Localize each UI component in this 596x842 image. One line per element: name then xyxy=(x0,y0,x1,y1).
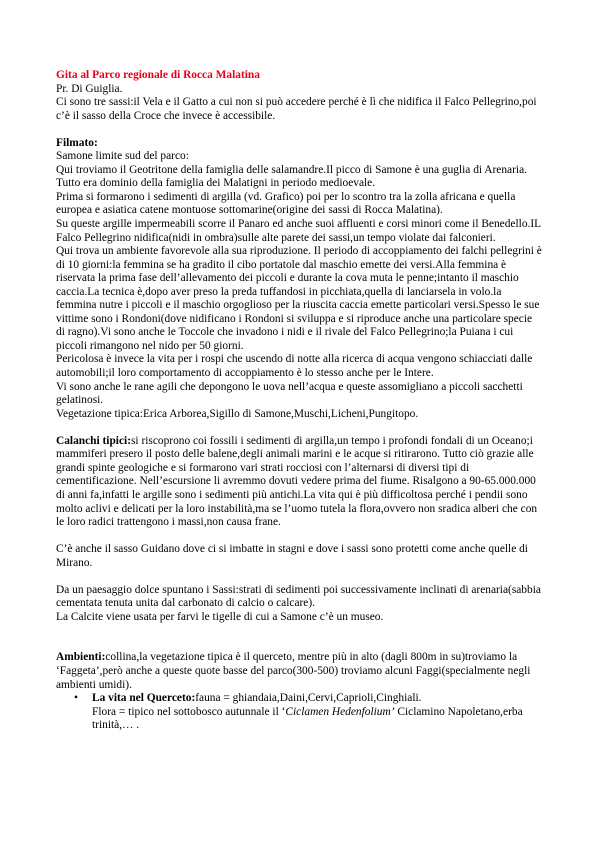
filmato-line: Vegetazione tipica:Erica Arborea,Sigillo di Samone,Muschi,Licheni,Pungitopo. xyxy=(56,407,419,420)
flora-prefix: Flora = tipico nel sottobosco autunnale il ‘ xyxy=(92,705,286,718)
filmato-line: Qui troviamo il Geotritone della famiglia delle salamandre.Il picco di Samone è una guglia di Arenaria. xyxy=(56,163,527,176)
filmato-line: Prima si formarono i sedimenti di argilla (vd. Grafico) poi per lo scontro tra la zolla africana e quella europea e asiatica catene montuose sottomarine(origine dei sassi di Rocca Malatina). xyxy=(56,190,516,217)
document-body xyxy=(56,69,542,733)
flora-suffix: Ciclamino Napoletano,erba trinità,… . xyxy=(92,705,523,732)
filmato-line: Su queste argille impermeabili scorre il Panaro ed anche suoi affluenti e corsi minori come il Benedello.IL Falco Pellegrino nidifica(nidi in ombra)sulle alte parete dei sassi,un tempo violate dai falconieri. xyxy=(56,218,541,244)
flora-line xyxy=(56,706,542,733)
ambienti-heading: Ambienti: xyxy=(56,651,106,664)
filmato-line: Vi sono anche le rane agili che depongono le uova nell’acqua e queste assomigliano a piccoli sacchetti gelatinosi. xyxy=(56,380,523,407)
querceto-heading: La vita nel Querceto: xyxy=(92,692,196,705)
calanchi-paragraph xyxy=(56,435,542,530)
paesaggio-line: Da un paesaggio dolce spuntano i Sassi:strati di sedimenti poi successivamente inclinati di arenaria(sabbia cementata tenuta unita dal carbonato di calcio o calcare). xyxy=(56,583,541,610)
querceto-fauna: fauna = ghiandaia,Daini,Cervi,Caprioli,Cinghiali. xyxy=(195,692,422,705)
filmato-line: Qui trova un ambiente favorevole alla sua riproduzione. Il periodo di accoppiamento dei falchi pellegrini è di 10 giorni:la femmina se ha gradito il cibo portatole dal maschio emette dei versi.Alla femmina è riservata la prima fase dell’allevamento dei piccoli e durante la cova muta le penne;intanto il maschio caccia.La tecnica è,dopo aver preso la preda tuffandosi in picchiata,quella di lanciarsela in volo.la femmina nutre i piccoli e il maschio orgoglioso per la riuscita caccia emette particolari versi.Spesso le sue vittime sono i Rondoni(dove nidificano i Rondoni si sviluppa e si riproduce anche una particolare specie di ragno).Vi sono anche le Toccole che invadono i nidi e il rivale del Falco Pellegrino;la Puiana i cui piccoli rimangono nel nido per 50 giorni. xyxy=(56,245,542,352)
ambienti-paragraph xyxy=(56,651,542,692)
guidano-paragraph: C’è anche il sasso Guidano dove ci si imbatte in stagni e dove i sassi sono protetti come anche quelle di Mirano. xyxy=(56,543,528,569)
document-title: Gita al Parco regionale di Rocca Malatina xyxy=(56,69,260,81)
flora-species: Ciclamen Hedenfolium’ xyxy=(285,705,395,718)
filmato-line: Pericolosa è invece la vita per i rospi che uscendo di notte alla ricerca di acqua vengono schiacciati dalle automobili;il loro comportamento di accoppiamento è lo stesso anche per le Intere. xyxy=(56,353,533,380)
calanchi-heading: Calanchi tipici: xyxy=(56,434,131,447)
paesaggio-line: La Calcite viene usata per farvi le tigelle di cui a Samone c’è un museo. xyxy=(56,610,384,623)
ambienti-text: collina,la vegetazione tipica è il querceto, mentre più in alto (dagli 800m in su)troviamo la ‘Faggeta’,però anche a queste quote basse del parco(300-500) troviamo alcuni Faggi(specialmente negli ambienti umidi). xyxy=(56,651,531,691)
intro-paragraph: Ci sono tre sassi:il Vela e il Gatto a cui non si può accedere perché è lì che nidifica il Falco Pellegrino,poi c’è il sasso della Croce che invece è accessibile. xyxy=(56,96,537,122)
author-line: Pr. Di Guiglia. xyxy=(56,82,123,95)
filmato-line: Tutto era dominio della famiglia dei Malatigni in periodo medioevale. xyxy=(56,177,376,190)
calanchi-text: si riscoprono coi fossili i sedimenti di argilla,un tempo i profondi fondali di un Oceano;i mammiferi presero il posto delle balene,degli animali marini e le acque si ritirarono. Tutto ciò grazie alle grandi spinte geologiche e si formarono vari strati rocciosi con l’alternarsi di diversi tipi di cementificazione. Nell’escursione li avremmo dovuti vedere prima del fiume. Risalgono a 90-65.000.000 di anni fa,infatti le argille sono i sedimenti più antichi.La vita qui è più difficoltosa perché i pendii sono molto aclivi e delicati per la loro instabilità,ma se l’uomo tutela la flora,ovvero non sradica alberi che con le loro radici trattengono i massi,non causa frane. xyxy=(56,434,538,529)
bullet-icon: • xyxy=(74,692,78,705)
bullet-item-querceto xyxy=(56,692,542,706)
filmato-line: Samone limite sud del parco: xyxy=(56,150,189,163)
filmato-heading: Filmato: xyxy=(56,136,98,149)
